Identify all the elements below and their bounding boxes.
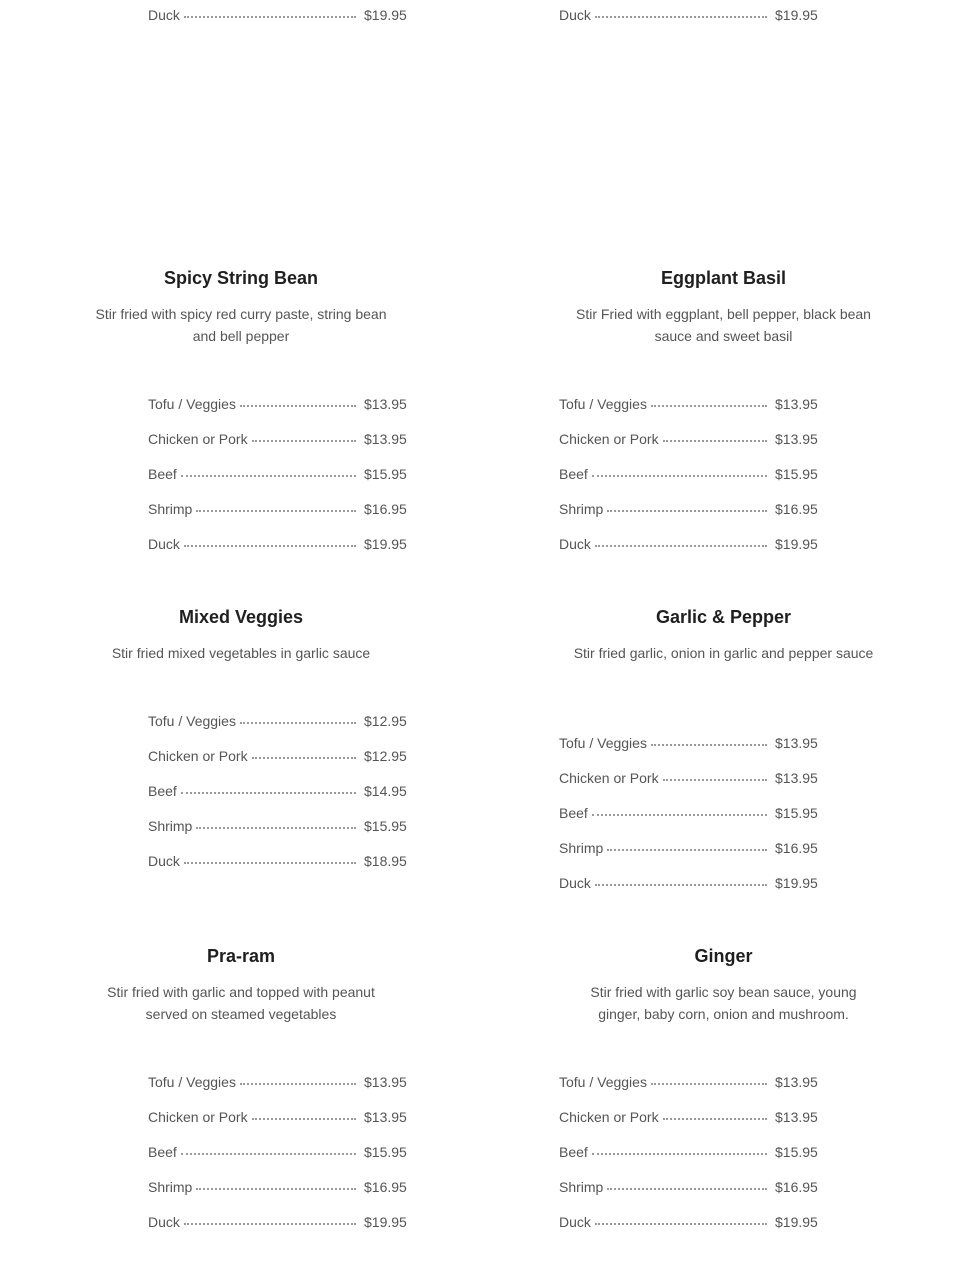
price-row — [559, 393, 820, 428]
dot-leader — [252, 757, 356, 759]
price-list — [148, 393, 409, 568]
protein-name: Chicken or Pork — [559, 1109, 659, 1125]
price-row — [148, 1106, 409, 1141]
price-row — [148, 1071, 409, 1106]
dot-leader — [184, 545, 356, 547]
dot-leader — [196, 510, 356, 512]
dish-title: Garlic & Pepper — [655, 607, 792, 627]
price-row — [148, 1176, 409, 1211]
protein-name: Duck — [559, 1214, 591, 1230]
price: $13.95 — [775, 431, 818, 447]
price-row — [559, 837, 820, 872]
price: $13.95 — [775, 1074, 818, 1090]
dot-leader — [240, 405, 356, 407]
dish-title: Pra-ram — [206, 946, 276, 966]
protein-name: Shrimp — [148, 501, 193, 517]
dot-leader — [607, 1188, 767, 1190]
price-row — [559, 767, 820, 802]
dot-leader — [181, 1153, 356, 1155]
price: $19.95 — [364, 536, 407, 552]
protein-name: Chicken or Pork — [559, 770, 659, 786]
protein-name: Tofu / Veggies — [148, 396, 236, 412]
protein-name: Chicken or Pork — [148, 431, 248, 447]
protein-name: Duck — [148, 7, 180, 23]
dot-leader — [663, 440, 767, 442]
protein-name: Duck — [559, 536, 591, 552]
price: $12.95 — [364, 713, 407, 729]
dish-description: Stir fried with spicy red curry paste, string bean and bell pepper — [95, 306, 387, 344]
price-row — [559, 1211, 820, 1246]
price-row — [559, 1071, 820, 1106]
price-row — [559, 802, 820, 837]
price: $12.95 — [364, 748, 407, 764]
dot-leader — [240, 722, 356, 724]
menu-row — [0, 267, 965, 606]
dot-leader — [592, 475, 767, 477]
menu-card — [482, 945, 965, 1284]
dot-leader — [240, 1083, 356, 1085]
price-list — [148, 710, 409, 885]
price: $13.95 — [364, 396, 407, 412]
dot-leader — [181, 792, 356, 794]
price-row — [148, 710, 409, 745]
price: $19.95 — [775, 7, 818, 23]
dot-leader — [184, 16, 356, 18]
protein-name: Chicken or Pork — [148, 1109, 248, 1125]
dish-description: Stir Fried with eggplant, bell pepper, black bean sauce and sweet basil — [576, 306, 871, 344]
protein-name: Beef — [559, 805, 588, 821]
price-row — [148, 533, 409, 568]
price-row — [148, 780, 409, 815]
price: $19.95 — [775, 875, 818, 891]
menu-card — [0, 0, 482, 267]
price-row — [148, 1141, 409, 1176]
dot-leader — [592, 1153, 767, 1155]
price: $16.95 — [775, 501, 818, 517]
price: $19.95 — [364, 1214, 407, 1230]
price-list — [148, 1071, 409, 1246]
protein-name: Tofu / Veggies — [559, 396, 647, 412]
dot-leader — [196, 1188, 356, 1190]
price: $13.95 — [364, 431, 407, 447]
price: $16.95 — [775, 840, 818, 856]
dot-leader — [595, 1223, 767, 1225]
dish-description: Stir fried with garlic soy bean sauce, young ginger, baby corn, onion and mushroom. — [590, 984, 857, 1022]
dot-leader — [651, 405, 767, 407]
menu-row — [0, 945, 965, 1284]
dot-leader — [651, 1083, 767, 1085]
dish-description: Stir fried with garlic and topped with peanut served on steamed vegetables — [107, 984, 375, 1022]
protein-name: Duck — [148, 1214, 180, 1230]
menu-row — [0, 606, 965, 945]
price-row — [148, 1211, 409, 1246]
price: $15.95 — [775, 805, 818, 821]
protein-name: Beef — [148, 466, 177, 482]
menu-card — [482, 267, 965, 606]
price-row — [559, 428, 820, 463]
protein-name: Chicken or Pork — [559, 431, 659, 447]
price-row — [148, 393, 409, 428]
price-list — [148, 0, 409, 39]
dot-leader — [607, 849, 767, 851]
price-row — [559, 872, 820, 907]
price: $18.95 — [364, 853, 407, 869]
price-list — [559, 393, 820, 568]
price-row — [559, 498, 820, 533]
dot-leader — [592, 814, 767, 816]
price-row — [559, 1176, 820, 1211]
menu-card — [0, 606, 482, 945]
dot-leader — [196, 827, 356, 829]
price: $15.95 — [364, 1144, 407, 1160]
dot-leader — [595, 884, 767, 886]
dot-leader — [595, 16, 767, 18]
price-row — [559, 533, 820, 568]
protein-name: Beef — [148, 783, 177, 799]
protein-name: Duck — [559, 7, 591, 23]
protein-name: Chicken or Pork — [148, 748, 248, 764]
price: $19.95 — [775, 536, 818, 552]
price: $15.95 — [364, 818, 407, 834]
price-row — [148, 745, 409, 780]
menu-card — [0, 267, 482, 606]
dot-leader — [181, 475, 356, 477]
protein-name: Duck — [148, 536, 180, 552]
price-row — [559, 732, 820, 767]
menu-row — [0, 0, 965, 267]
price: $15.95 — [364, 466, 407, 482]
protein-name: Shrimp — [148, 1179, 193, 1195]
price-list — [559, 732, 820, 907]
price-row — [148, 815, 409, 850]
price-row — [148, 498, 409, 533]
price: $14.95 — [364, 783, 407, 799]
price: $16.95 — [775, 1179, 818, 1195]
dish-title: Ginger — [694, 946, 753, 966]
price-list — [559, 0, 820, 39]
menu-card — [482, 0, 965, 267]
protein-name: Shrimp — [559, 1179, 604, 1195]
dish-description: Stir fried mixed vegetables in garlic sauce — [111, 645, 371, 661]
protein-name: Tofu / Veggies — [559, 1074, 647, 1090]
price: $16.95 — [364, 501, 407, 517]
protein-name: Beef — [148, 1144, 177, 1160]
protein-name: Tofu / Veggies — [148, 1074, 236, 1090]
dish-title: Spicy String Bean — [163, 268, 319, 288]
price-list — [559, 1071, 820, 1246]
protein-name: Duck — [148, 853, 180, 869]
price-row — [148, 850, 409, 885]
price-row — [148, 428, 409, 463]
price-row — [148, 463, 409, 498]
dot-leader — [607, 510, 767, 512]
dot-leader — [252, 440, 356, 442]
price-row — [559, 1141, 820, 1176]
price-row — [559, 4, 820, 39]
price: $15.95 — [775, 466, 818, 482]
dot-leader — [184, 862, 356, 864]
protein-name: Tofu / Veggies — [559, 735, 647, 751]
protein-name: Duck — [559, 875, 591, 891]
protein-name: Beef — [559, 1144, 588, 1160]
price-row — [559, 463, 820, 498]
price-row — [148, 4, 409, 39]
price: $13.95 — [775, 396, 818, 412]
price: $13.95 — [775, 735, 818, 751]
price: $19.95 — [364, 7, 407, 23]
dot-leader — [651, 744, 767, 746]
protein-name: Beef — [559, 466, 588, 482]
price: $19.95 — [775, 1214, 818, 1230]
price: $13.95 — [775, 770, 818, 786]
price: $13.95 — [364, 1074, 407, 1090]
protein-name: Tofu / Veggies — [148, 713, 236, 729]
dot-leader — [663, 779, 767, 781]
price: $13.95 — [364, 1109, 407, 1125]
menu-card — [482, 606, 965, 945]
price: $13.95 — [775, 1109, 818, 1125]
dish-title: Mixed Veggies — [178, 607, 304, 627]
dot-leader — [184, 1223, 356, 1225]
protein-name: Shrimp — [559, 840, 604, 856]
dot-leader — [252, 1118, 356, 1120]
dish-title: Eggplant Basil — [660, 268, 786, 288]
price: $16.95 — [364, 1179, 407, 1195]
dish-description: Stir fried garlic, onion in garlic and pepper sauce — [573, 645, 874, 661]
protein-name: Shrimp — [148, 818, 193, 834]
protein-name: Shrimp — [559, 501, 604, 517]
menu-card — [0, 945, 482, 1284]
price: $15.95 — [775, 1144, 818, 1160]
dot-leader — [595, 545, 767, 547]
price-row — [559, 1106, 820, 1141]
dot-leader — [663, 1118, 767, 1120]
